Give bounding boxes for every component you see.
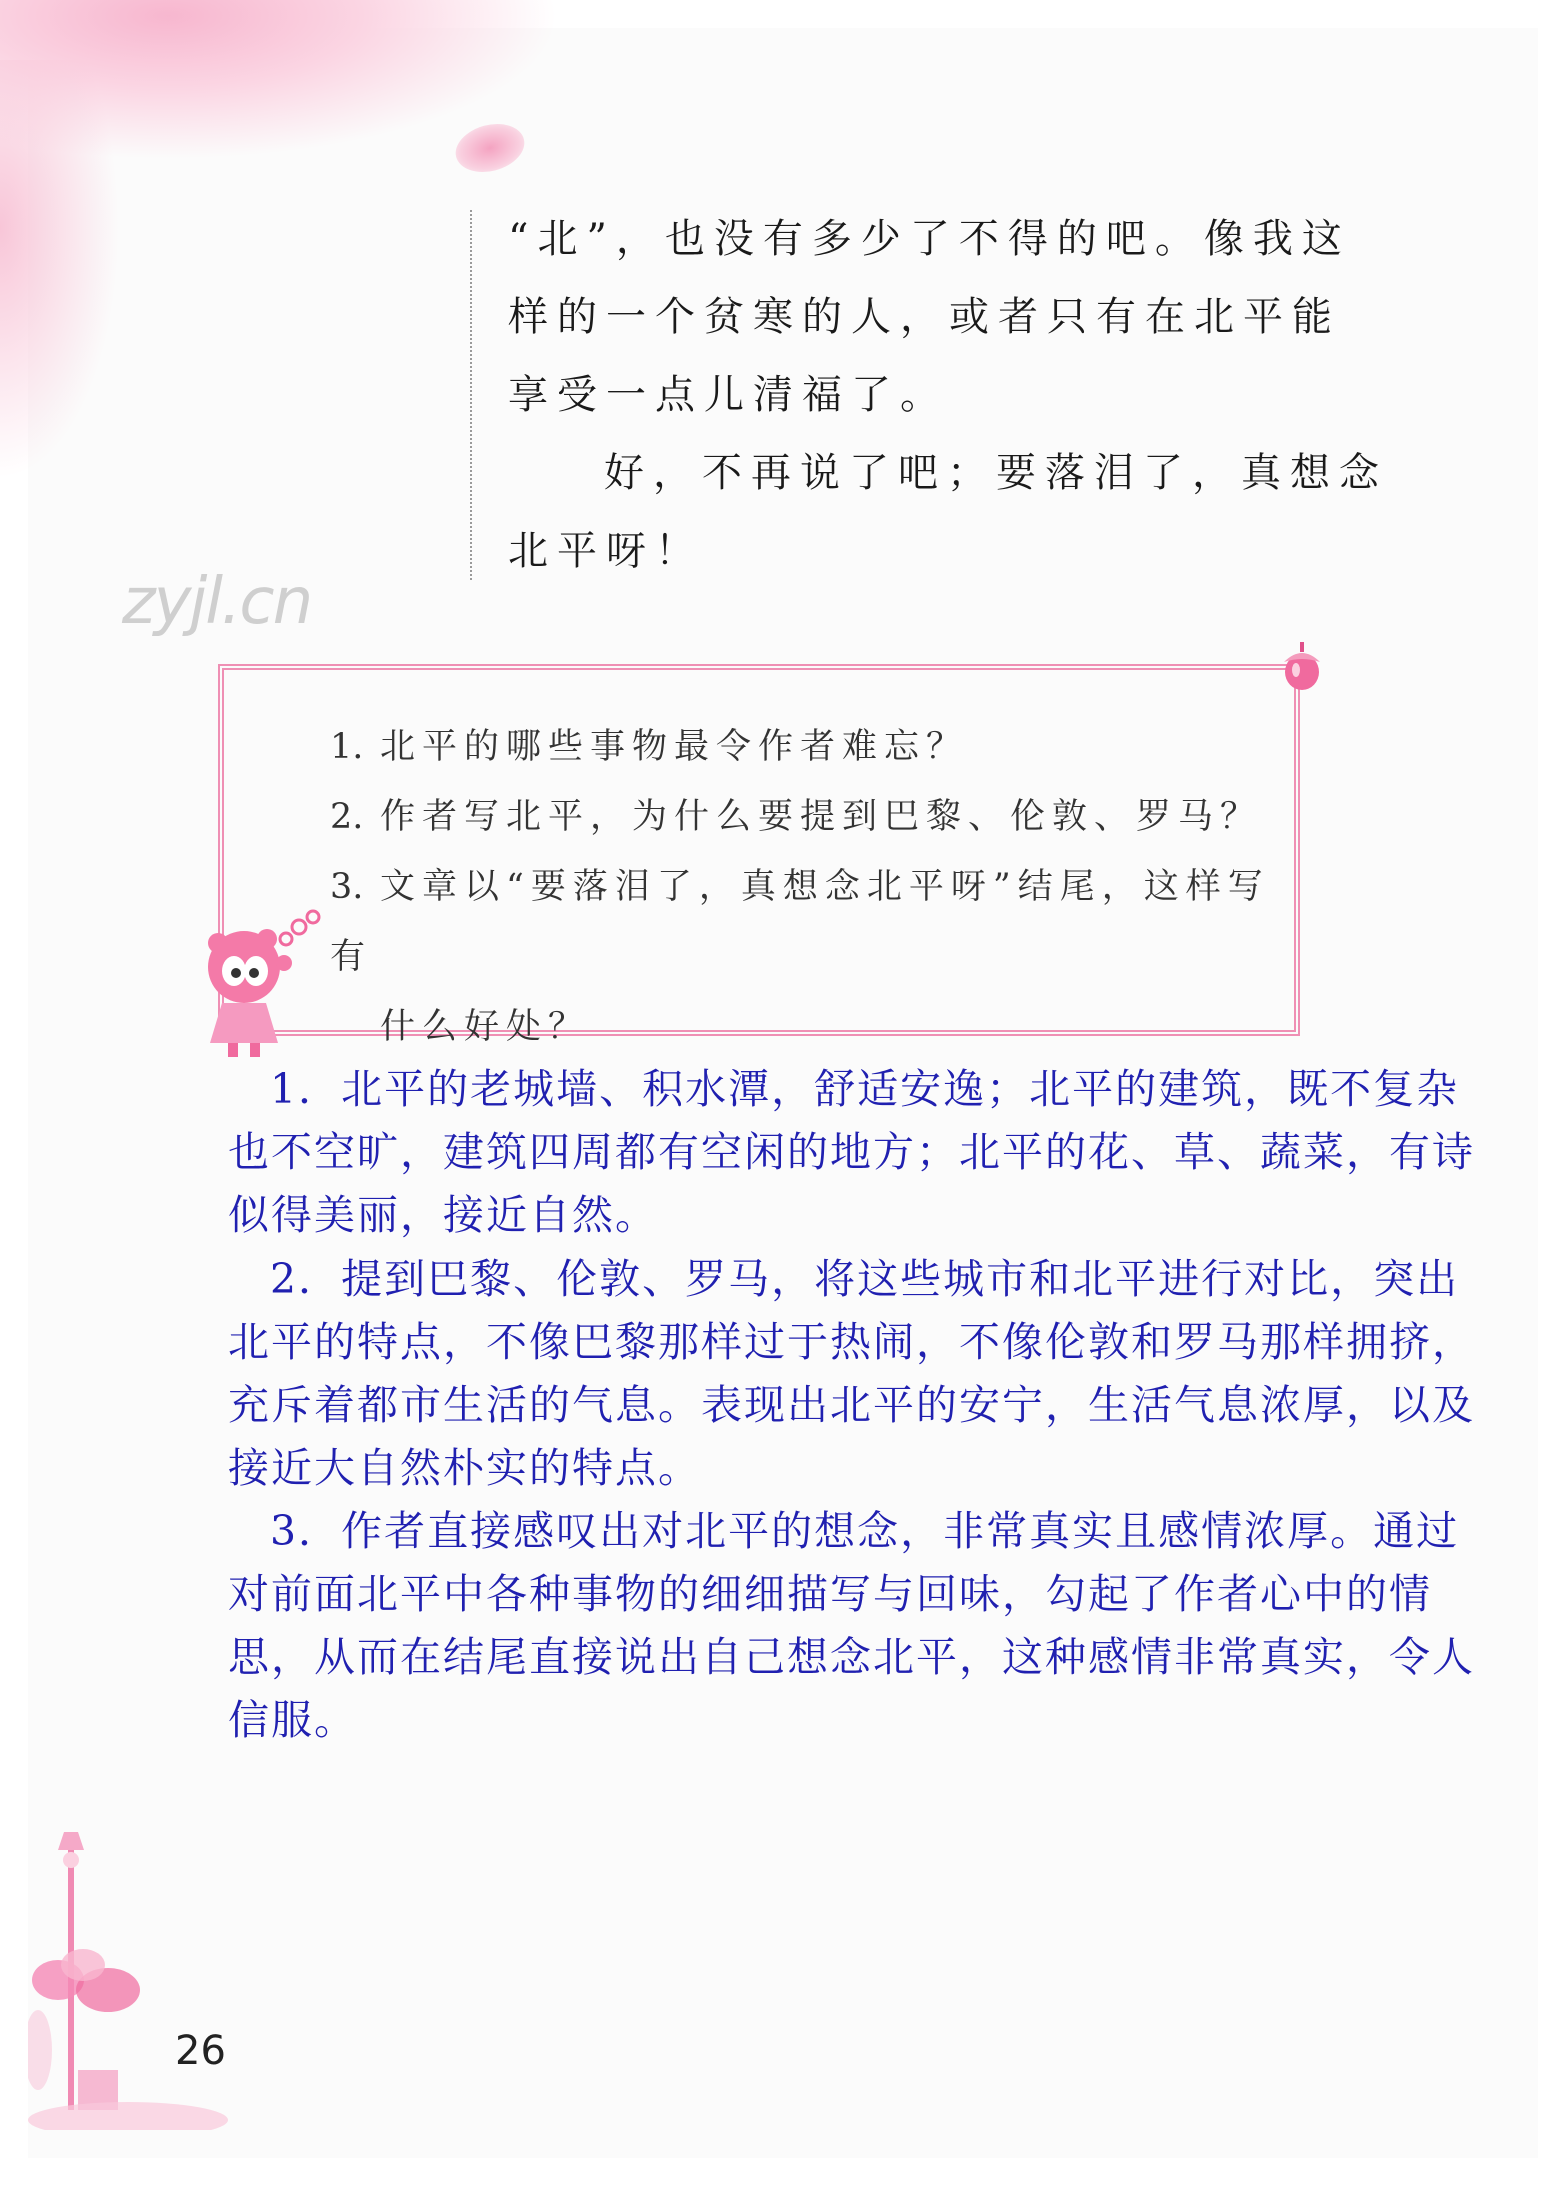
- cartoon-girl-icon: [182, 905, 322, 1060]
- question-number: 3.: [330, 867, 364, 907]
- question-number: 1.: [330, 727, 364, 767]
- answer-paragraph: 2．提到巴黎、伦敦、罗马，将这些城市和北平进行对比，突出北平的特点，不像巴黎那样过于热闹，不像伦敦和罗马那样拥挤，充斥着都市生活的气息。表现出北平的安宁，生活气息浓厚，以及接近大自然朴实的特点。: [228, 1255, 1475, 1492]
- question-item: [330, 712, 968, 782]
- question-item: [330, 852, 1270, 1062]
- question-number: 2.: [330, 797, 364, 837]
- question-item: [330, 782, 1262, 852]
- question-text: 文章以“要落泪了，真想念北平呀”结尾，这样写有: [330, 867, 1270, 977]
- dotted-divider: [470, 210, 472, 580]
- prose-paragraph: “北”，也没有多少了不得的吧。像我这样的一个贫寒的人，或者只有在北平能享受一点儿清福了。: [508, 216, 1351, 418]
- prose-paragraph: 好，不再说了吧；要落泪了，真想念北平呀！: [508, 450, 1388, 574]
- answer-paragraph: 1．北平的老城墙、积水潭，舒适安逸；北平的建筑，既不复杂也不空旷，建筑四周都有空闲的地方；北平的花、草、蔬菜，有诗似得美丽，接近自然。: [228, 1065, 1475, 1239]
- left-edge-decoration: [0, 60, 120, 480]
- street-lamp-flowers-icon: [28, 1830, 228, 2130]
- page-number: 26: [175, 2028, 226, 2074]
- question-text: 作者写北平，为什么要提到巴黎、伦敦、罗马？: [380, 797, 1263, 837]
- answer-paragraph: 3．作者直接感叹出对北平的想念，非常真实且感情浓厚。通过对前面北平中各种事物的细细描写与回味，勾起了作者心中的情思，从而在结尾直接说出自己想念北平，这种感情非常真实，令人信服。: [228, 1507, 1475, 1744]
- acorn-icon: [1278, 640, 1326, 692]
- question-text-continuation: 什么好处？: [380, 1007, 591, 1047]
- watermark: zyjl.cn: [122, 565, 312, 639]
- question-text: 北平的哪些事物最令作者难忘？: [380, 727, 969, 767]
